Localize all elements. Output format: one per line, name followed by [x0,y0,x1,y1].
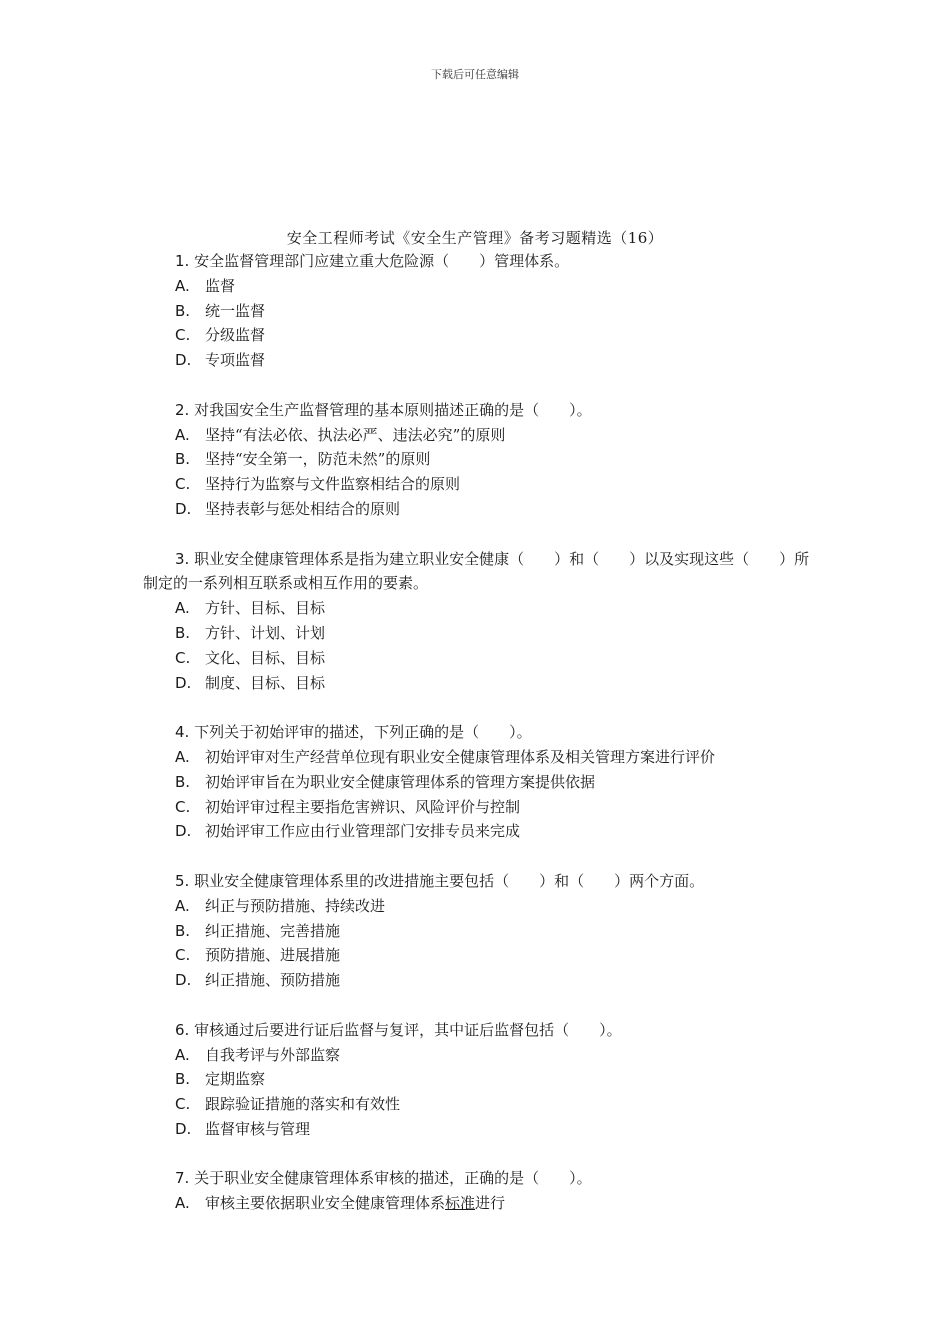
option-label: D. [175,971,192,990]
option-b [143,621,823,646]
option-a [143,1043,823,1068]
option-a [143,745,823,770]
page-header-note: 下载后可任意编辑 [431,68,519,81]
option-text: 跟踪验证措施的落实和有效性 [205,1095,401,1114]
option-label: A. [175,1045,190,1064]
question-stem [143,869,823,894]
option-text: 初始评审工作应由行业管理部门安排专员来完成 [205,822,521,841]
question-stem [143,1018,823,1043]
option-text: 监督审核与管理 [205,1119,311,1138]
option-a [143,423,823,448]
option-text: 专项监督 [205,351,266,370]
option-label: C. [175,1095,191,1114]
option-label: A. [175,599,190,618]
option-label: D. [175,351,192,370]
option-d [143,348,823,373]
option-c [143,472,823,497]
option-text: 定期监察 [205,1070,266,1089]
question-text: 关于职业安全健康管理体系审核的描述，正确的是（ ）。 [194,1169,592,1188]
question-text: 下列关于初始评审的描述，下列正确的是（ ）。 [194,723,532,742]
option-text: 坚持“有法必依、执法必严、违法必究”的原则 [205,425,506,444]
option-label: B. [175,1070,191,1089]
option-label: B. [175,301,191,320]
option-text-prefix: 审核主要依据职业安全健康管理体系 [205,1194,446,1213]
option-text: 纠正措施、预防措施 [205,971,341,990]
question-stem [143,547,823,597]
option-a [143,274,823,299]
option-a [143,596,823,621]
option-label: B. [175,450,191,469]
option-text: 初始评审旨在为职业安全健康管理体系的管理方案提供依据 [205,772,596,791]
option-label: A. [175,896,190,915]
option-text: 监督 [205,276,236,295]
question-3 [143,547,823,696]
option-label: A. [175,1194,190,1213]
option-text: 预防措施、进展措施 [205,946,341,965]
option-c [143,943,823,968]
question-5 [143,869,823,993]
question-text: 职业安全健康管理体系是指为建立职业安全健康（ ）和（ ）以及实现这些（ ）所制定的一系列相互联系或相互作用的要素。 [143,549,810,593]
option-label: C. [175,797,191,816]
question-number: 2. [175,400,190,419]
question-6 [143,1018,823,1142]
option-label: C. [175,326,191,345]
option-label: D. [175,499,192,518]
option-text: 自我考评与外部监察 [205,1045,341,1064]
option-text: 文化、目标、目标 [205,648,326,667]
option-text: 方针、计划、计划 [205,623,326,642]
option-a [143,1191,823,1216]
option-label: D. [175,822,192,841]
option-b [143,1067,823,1092]
option-c [143,1092,823,1117]
option-b [143,919,823,944]
question-number: 7. [175,1169,190,1188]
option-label: C. [175,648,191,667]
option-d [143,968,823,993]
option-label: A. [175,747,190,766]
option-text: 初始评审对生产经营单位现有职业安全健康管理体系及相关管理方案进行评价 [205,747,716,766]
question-text: 对我国安全生产监督管理的基本原则描述正确的是（ ）。 [194,400,592,419]
option-a [143,894,823,919]
question-number: 4. [175,723,190,742]
option-c [143,323,823,348]
option-label: D. [175,673,192,692]
option-label: B. [175,772,191,791]
option-text: 纠正与预防措施、持续改进 [205,896,386,915]
option-text: 初始评审过程主要指危害辨识、风险评价与控制 [205,797,521,816]
question-text: 审核通过后要进行证后监督与复评，其中证后监督包括（ ）。 [194,1020,622,1039]
option-label: B. [175,623,191,642]
option-text: 制度、目标、目标 [205,673,326,692]
option-c [143,795,823,820]
option-text: 统一监督 [205,301,266,320]
option-d [143,1117,823,1142]
option-text: 分级监督 [205,326,266,345]
question-text: 职业安全健康管理体系里的改进措施主要包括（ ）和（ ）两个方面。 [194,871,705,890]
question-stem [143,1166,823,1191]
question-stem [143,720,823,745]
question-stem [143,398,823,423]
underlined-term: 标准 [445,1194,476,1213]
option-text: 方针、目标、目标 [205,599,326,618]
question-2 [143,398,823,522]
option-text: 纠正措施、完善措施 [205,921,341,940]
option-d [143,671,823,696]
question-number: 6. [175,1020,190,1039]
question-list [143,249,823,1216]
option-label: A. [175,276,190,295]
option-b [143,299,823,324]
question-4 [143,720,823,844]
option-label: A. [175,425,190,444]
option-text: 坚持表彰与惩处相结合的原则 [205,499,401,518]
question-7 [143,1166,823,1216]
option-c [143,646,823,671]
option-b [143,770,823,795]
document-title: 安全工程师考试《安全生产管理》备考习题精选（16） [286,229,664,247]
question-text: 安全监督管理部门应建立重大危险源（ ）管理体系。 [194,252,570,270]
option-label: D. [175,1119,192,1138]
question-stem [143,249,823,274]
question-1 [143,249,823,373]
option-label: C. [175,946,191,965]
option-d [143,497,823,522]
question-number: 5. [175,871,190,890]
option-label: B. [175,921,191,940]
question-number: 3. [175,549,190,568]
question-number: 1. [175,252,190,270]
option-label: C. [175,475,191,494]
option-b [143,447,823,472]
option-text: 坚持“安全第一，防范未然”的原则 [205,450,431,469]
option-d [143,819,823,844]
option-text: 坚持行为监察与文件监察相结合的原则 [205,475,461,494]
option-text-suffix: 进行 [475,1194,506,1213]
